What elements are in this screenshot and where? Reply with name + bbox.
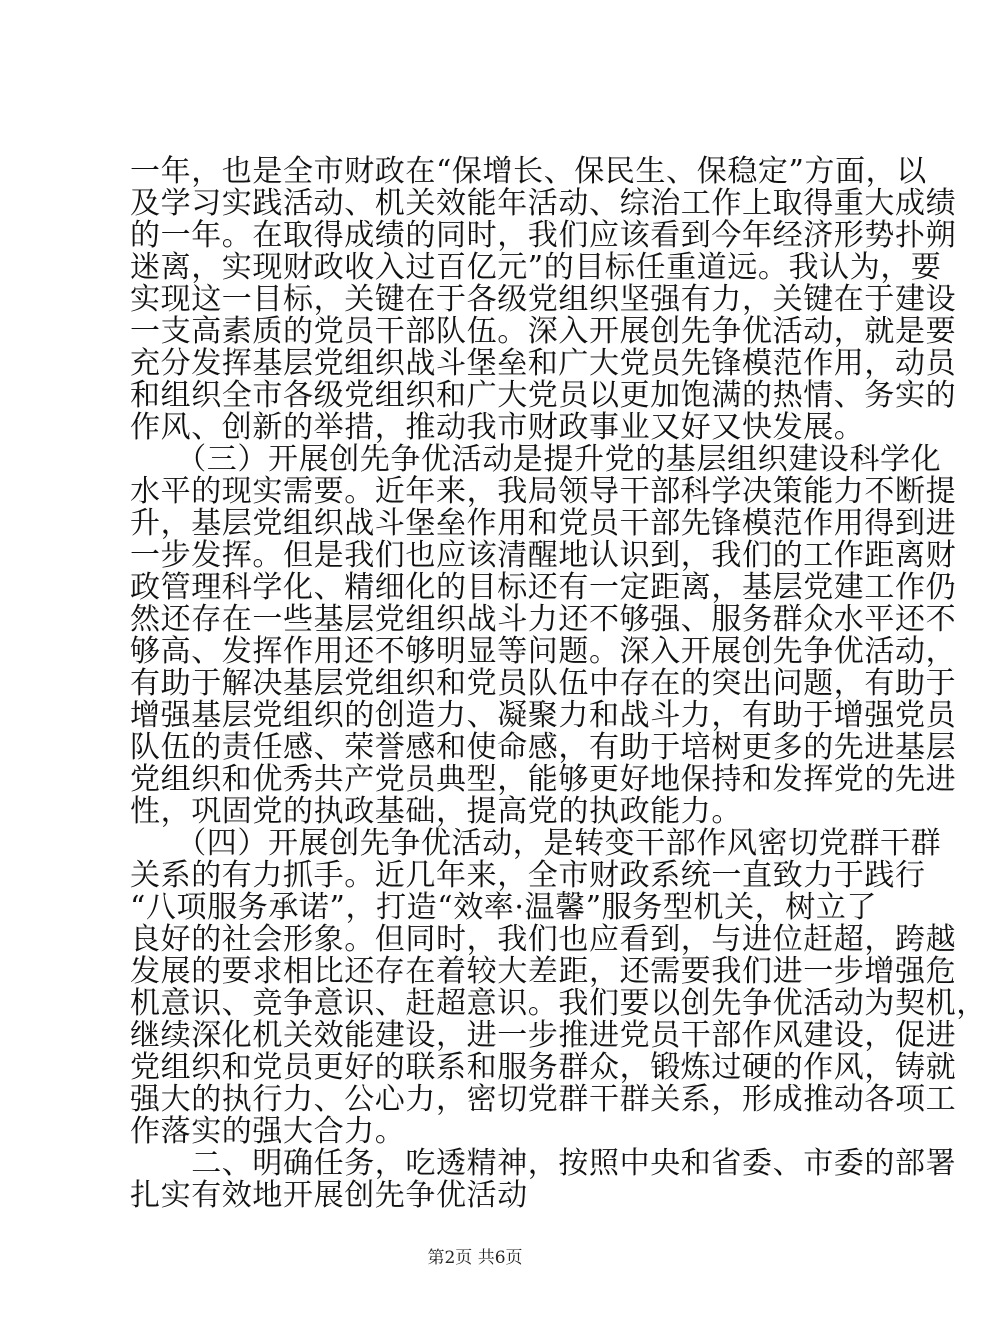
text-line: 迷离，实现财政收入过百亿元”的目标任重道远。我认为，要 xyxy=(130,250,942,285)
page-footer: 第2页 共6页 xyxy=(427,1248,523,1268)
text-line: 作风、创新的举措，推动我市财政事业又好又快发展。 xyxy=(130,410,865,445)
text-line: 增强基层党组织的创造力、凝聚力和战斗力，有助于增强党员 xyxy=(130,698,957,733)
text-line: 党组织和优秀共产党员典型，能够更好地保持和发挥党的先进 xyxy=(130,762,957,797)
text-line: 的一年。在取得成绩的同时，我们应该看到今年经济形势扑朔 xyxy=(130,218,957,253)
text-line: 队伍的责任感、荣誉感和使命感，有助于培树更多的先进基层 xyxy=(130,730,957,765)
text-line: 党组织和党员更好的联系和服务群众，锻炼过硬的作风，铸就 xyxy=(130,1050,957,1085)
text-line: 有助于解决基层党组织和党员队伍中存在的突出问题，有助于 xyxy=(130,666,957,701)
text-line: 强大的执行力、公心力，密切党群干群关系，形成推动各项工 xyxy=(130,1082,957,1117)
text-line: 扎实有效地开展创先争优活动 xyxy=(130,1178,528,1213)
text-line: 良好的社会形象。但同时，我们也应看到，与进位赶超，跨越 xyxy=(130,922,957,957)
text-line: 政管理科学化、精细化的目标还有一定距离，基层党建工作仍 xyxy=(130,570,957,605)
text-line: 实现这一目标，关键在于各级党组织坚强有力，关键在于建设 xyxy=(130,282,957,317)
text-line: 及学习实践活动、机关效能年活动、综治工作上取得重大成绩 xyxy=(130,186,957,221)
text-line: （三）开展创先争优活动是提升党的基层组织建设科学化 xyxy=(130,442,942,477)
text-line: 继续深化机关效能建设，进一步推进党员干部作风建设，促进 xyxy=(130,1018,957,1053)
text-line: 水平的现实需要。近年来，我局领导干部科学决策能力不断提 xyxy=(130,474,957,509)
text-line: 发展的要求相比还存在着较大差距，还需要我们进一步增强危 xyxy=(130,954,957,989)
text-line: 然还存在一些基层党组织战斗力还不够强、服务群众水平还不 xyxy=(130,602,957,637)
text-line: （四）开展创先争优活动，是转变干部作风密切党群干群 xyxy=(130,826,942,861)
document-body xyxy=(130,154,987,1213)
text-line: 作落实的强大合力。 xyxy=(130,1114,406,1149)
text-line: 机意识、竞争意识、赶超意识。我们要以创先争优活动为契机， xyxy=(130,986,987,1021)
text-line: 够高、发挥作用还不够明显等问题。深入开展创先争优活动， xyxy=(130,634,957,669)
text-line: 一年，也是全市财政在“保增长、保民生、保稳定”方面，以 xyxy=(130,154,927,189)
text-line: 一支高素质的党员干部队伍。深入开展创先争优活动，就是要 xyxy=(130,314,957,349)
text-line: 二、明确任务，吃透精神，按照中央和省委、市委的部署 xyxy=(130,1146,957,1181)
text-line: “八项服务承诺”，打造“效率·温馨”服务型机关，树立了 xyxy=(130,890,878,925)
text-line: 和组织全市各级党组织和广大党员以更加饱满的热情、务实的 xyxy=(130,378,957,413)
text-line: 充分发挥基层党组织战斗堡垒和广大党员先锋模范作用，动员 xyxy=(130,346,957,381)
text-line: 性，巩固党的执政基础，提高党的执政能力。 xyxy=(130,794,742,829)
text-line: 一步发挥。但是我们也应该清醒地认识到，我们的工作距离财 xyxy=(130,538,957,573)
text-line: 关系的有力抓手。近几年来，全市财政系统一直致力于践行 xyxy=(130,858,926,893)
text-line: 升，基层党组织战斗堡垒作用和党员干部先锋模范作用得到进 xyxy=(130,506,957,541)
